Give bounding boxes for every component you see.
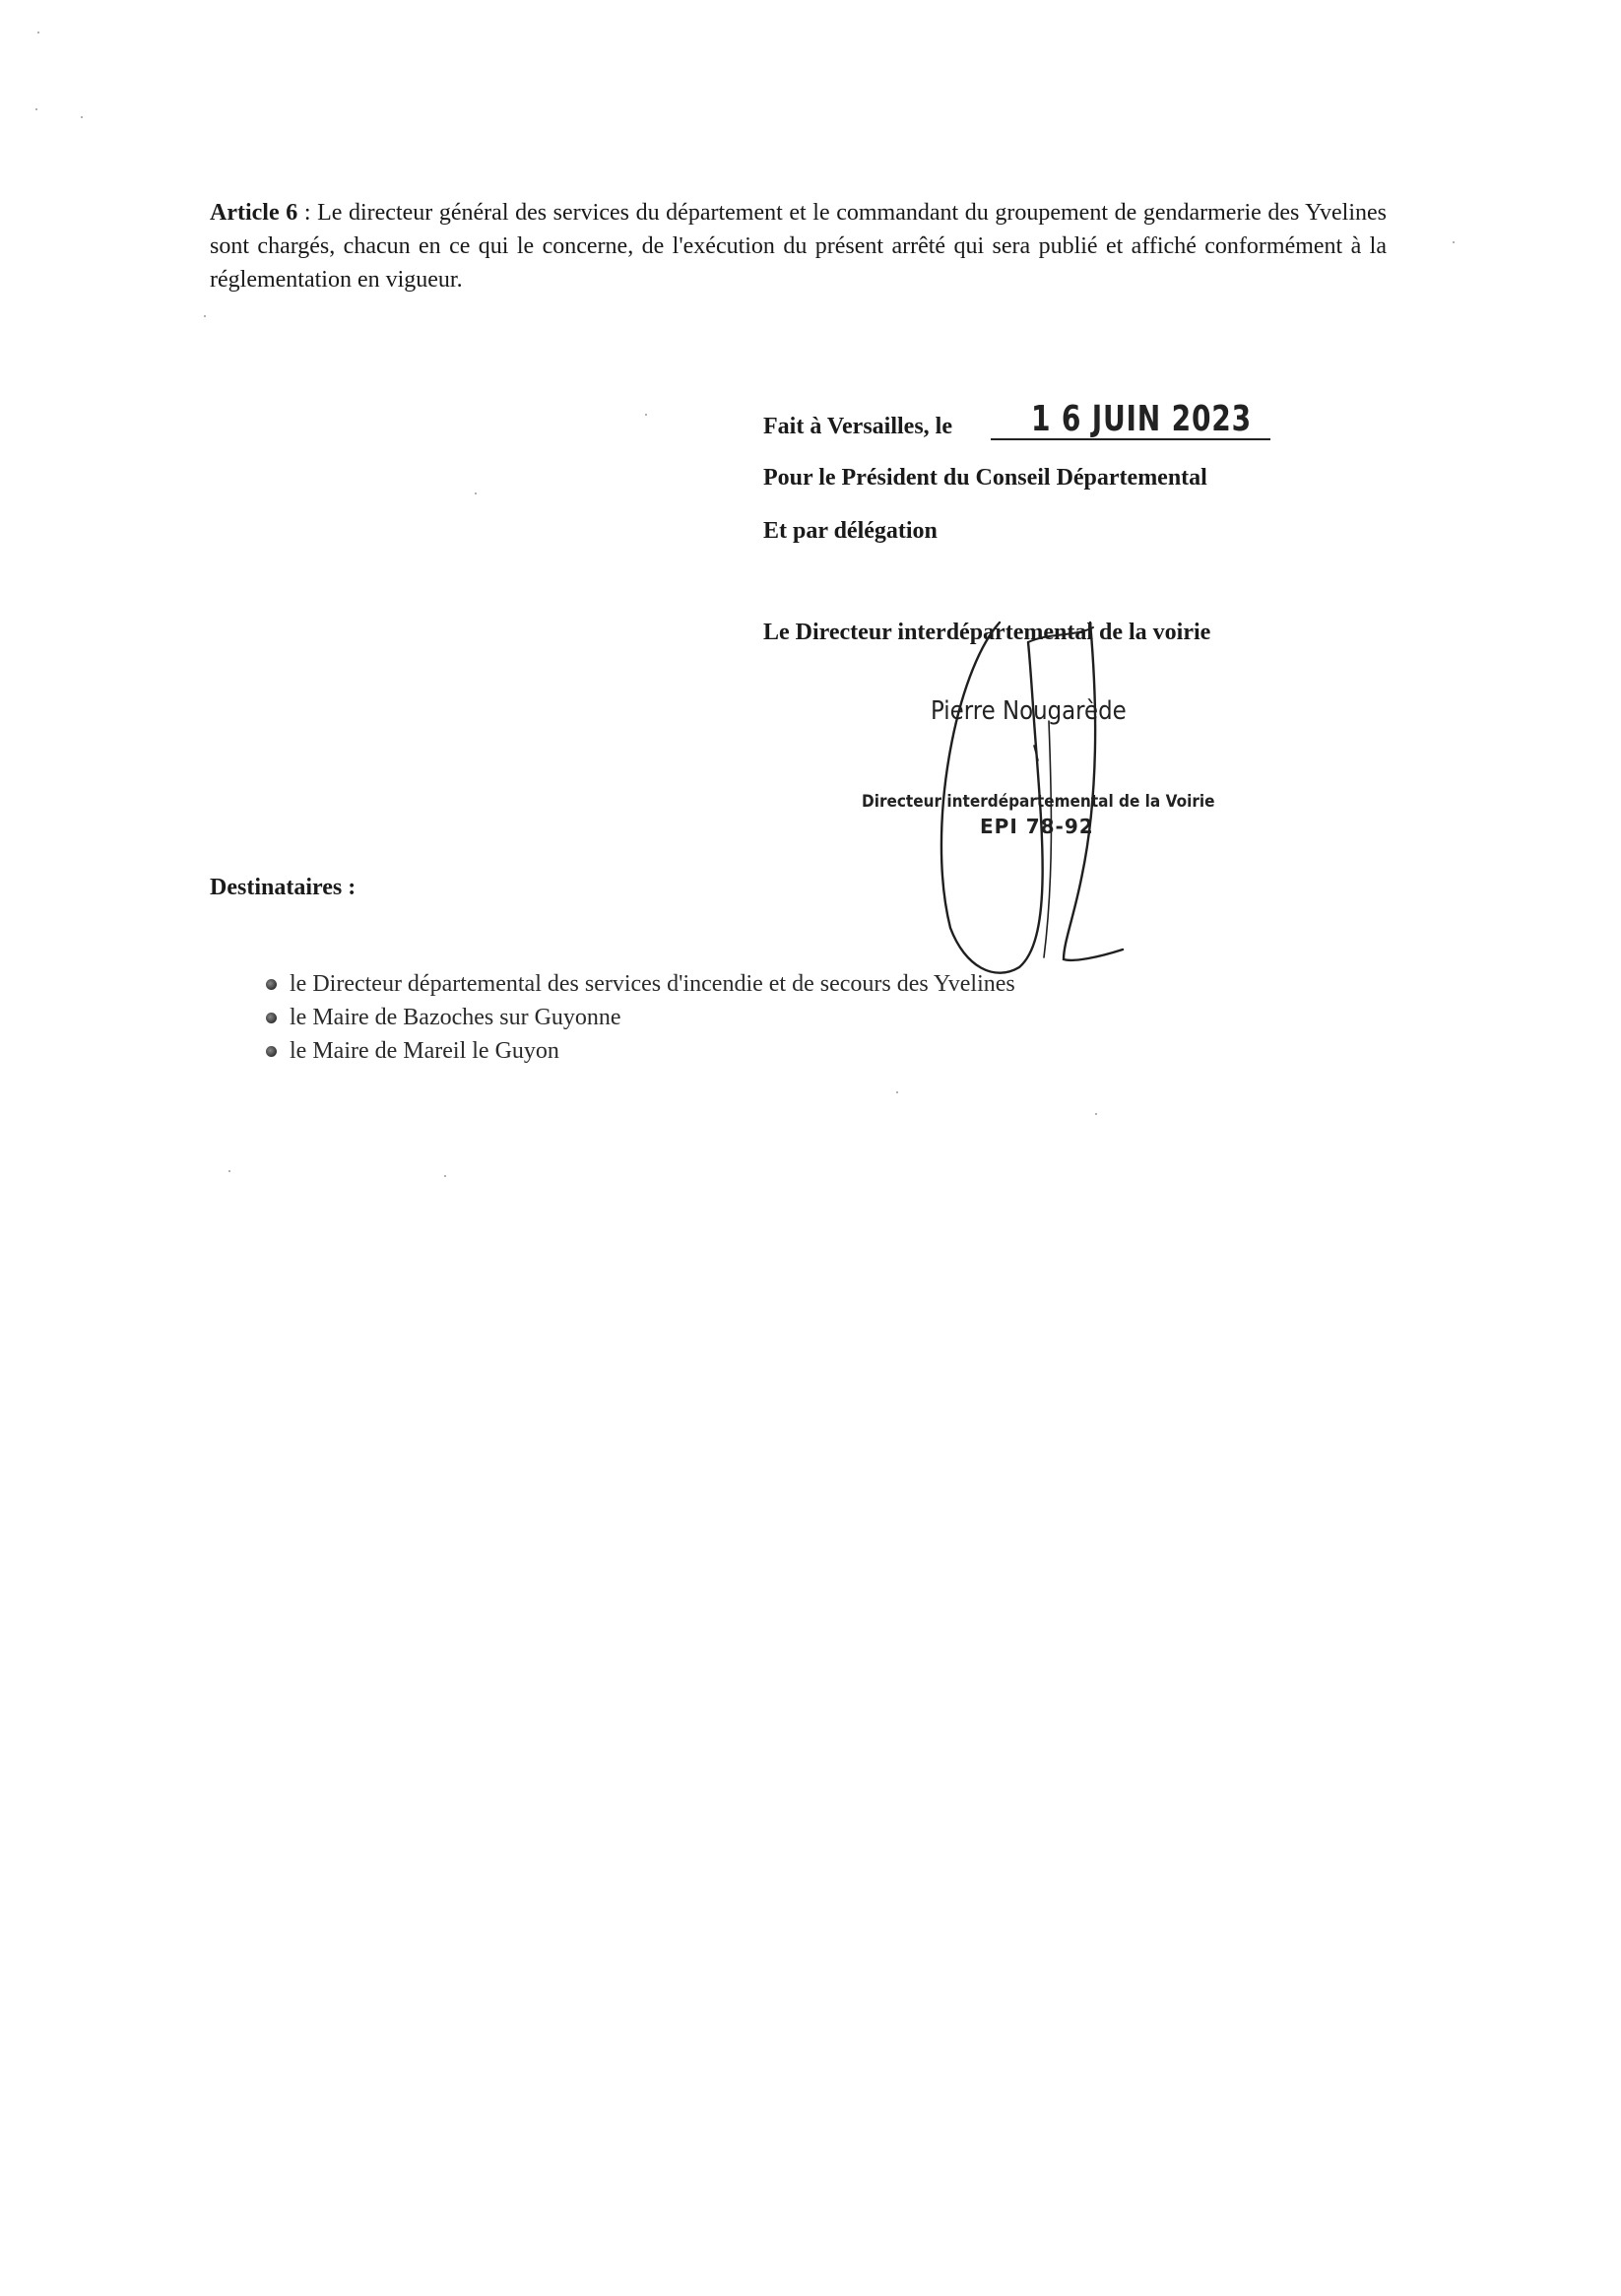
recipient-text: le Maire de Bazoches sur Guyonne	[290, 1005, 621, 1030]
stamp-name: Pierre Nougarède	[931, 696, 1127, 726]
article-text: : Le directeur général des services du département et le commandant du groupement de gendarmerie des Yvelines sont chargés, chacun en ce qui le concerne, de l'exécution du présent arrêté qui sera publié et affiché conformément à la réglementation en vigueur.	[210, 200, 1387, 293]
scan-speck	[37, 32, 39, 33]
recipients-list	[266, 967, 1015, 1068]
scan-speck	[896, 1091, 898, 1093]
handwritten-signature	[926, 603, 1142, 977]
bullet-icon	[266, 979, 277, 990]
scan-speck	[475, 492, 477, 494]
list-item	[266, 1034, 1015, 1068]
stamp-code: EPI 78-92	[980, 815, 1094, 838]
scan-speck	[444, 1175, 446, 1177]
list-item	[266, 1001, 1015, 1034]
recipient-text: le Maire de Mareil le Guyon	[290, 1038, 559, 1064]
bullet-icon	[266, 1013, 277, 1023]
delegation-line: Et par délégation	[763, 518, 938, 544]
article-6-paragraph	[210, 196, 1387, 296]
list-item	[266, 967, 1015, 1001]
scan-speck	[204, 315, 206, 317]
scan-speck	[1095, 1113, 1097, 1115]
place-date-prefix: Fait à Versailles, le	[763, 414, 952, 439]
scan-speck	[81, 116, 83, 118]
scan-speck	[35, 108, 37, 110]
recipient-text: le Directeur départemental des services d'incendie et de secours des Yvelines	[290, 971, 1015, 997]
bullet-icon	[266, 1046, 277, 1057]
for-president-line: Pour le Président du Conseil Départemental	[763, 465, 1207, 491]
scan-speck	[645, 414, 647, 416]
scan-speck	[228, 1170, 230, 1172]
signatory-title: Le Directeur interdépartemental de la voirie	[763, 620, 1211, 645]
date-stamp: 1 6 JUIN 2023	[1031, 399, 1252, 439]
scan-speck	[1453, 241, 1455, 243]
stamp-title: Directeur interdépartemental de la Voirie	[862, 792, 1215, 812]
article-label: Article 6	[210, 200, 298, 226]
recipients-title: Destinataires :	[210, 875, 357, 900]
